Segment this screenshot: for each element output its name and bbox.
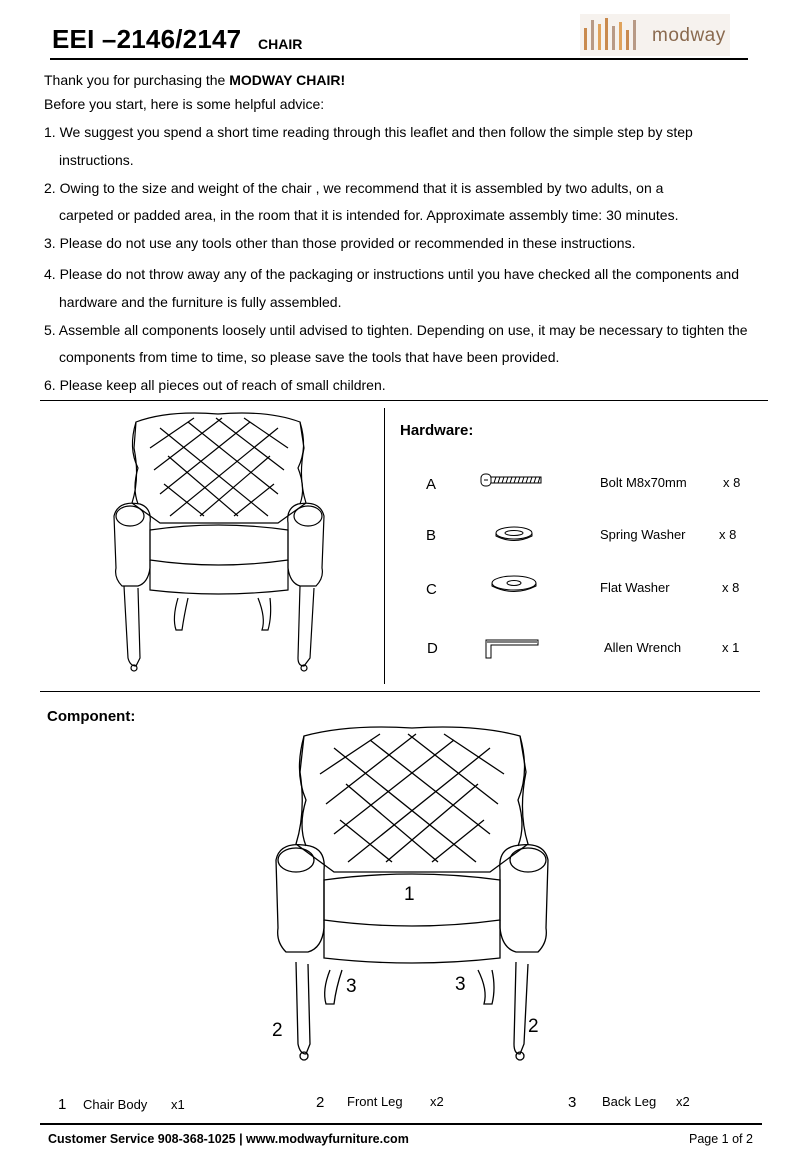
component-qty-2: x2 bbox=[430, 1094, 444, 1109]
brand-name: modway bbox=[652, 25, 726, 46]
customer-service-line: Customer Service 908-368-1025 | www.modwayfurniture.com bbox=[48, 1132, 409, 1146]
hardware-name-c: Flat Washer bbox=[600, 580, 670, 595]
advice-line-1-cont: instructions. bbox=[59, 152, 134, 168]
callout-front-leg-left: 2 bbox=[272, 1020, 283, 1041]
hardware-letter-d: D bbox=[427, 640, 438, 657]
advice-line-5-cont: components from time to time, so please save the tools that have been provided. bbox=[59, 349, 560, 365]
advice-line-3: 3. Please do not use any tools other than those provided or recommended in these instructions. bbox=[44, 235, 636, 251]
component-num-3: 3 bbox=[568, 1094, 577, 1111]
document-model-number: EEI –2146/2147 bbox=[52, 24, 242, 54]
advice-line-2: 2. Owing to the size and weight of the chair , we recommend that it is assembled by two adults, on a bbox=[44, 180, 664, 196]
hardware-divider bbox=[384, 408, 385, 684]
advice-line-1: 1. We suggest you spend a short time reading through this leaflet and then follow the simple step by step bbox=[44, 124, 693, 140]
document-product-name: CHAIR bbox=[258, 36, 303, 52]
thanks-product: MODWAY CHAIR! bbox=[229, 72, 346, 88]
component-label-1: Chair Body bbox=[83, 1097, 148, 1112]
hardware-bottom-rule bbox=[40, 691, 760, 692]
component-label-2: Front Leg bbox=[347, 1094, 403, 1109]
callout-front-leg-right: 2 bbox=[528, 1016, 539, 1037]
component-title: Component: bbox=[47, 708, 136, 725]
hardware-qty-a: x 8 bbox=[723, 475, 741, 490]
component-num-2: 2 bbox=[316, 1094, 325, 1111]
thanks-prefix: Thank you for purchasing the bbox=[44, 72, 230, 88]
component-qty-3: x2 bbox=[676, 1094, 690, 1109]
advice-heading: Before you start, here is some helpful advice: bbox=[44, 96, 325, 112]
header-rule bbox=[50, 58, 748, 60]
hardware-qty-d: x 1 bbox=[722, 640, 740, 655]
bolt-icon bbox=[480, 472, 542, 488]
hardware-letter-c: C bbox=[426, 581, 437, 598]
hardware-title: Hardware: bbox=[400, 422, 474, 439]
assembled-chair-drawing bbox=[108, 408, 330, 673]
hardware-qty-b: x 8 bbox=[719, 527, 737, 542]
hardware-name-b: Spring Washer bbox=[600, 527, 686, 542]
advice-line-5: 5. Assemble all components loosely until advised to tighten. Depending on use, it may be necessary to tighten the bbox=[44, 322, 748, 338]
callout-back-leg-left: 3 bbox=[346, 976, 357, 997]
component-num-1: 1 bbox=[58, 1096, 67, 1113]
advice-line-6: 6. Please keep all pieces out of reach of small children. bbox=[44, 377, 386, 393]
hardware-top-rule bbox=[40, 400, 768, 401]
component-label-3: Back Leg bbox=[602, 1094, 657, 1109]
advice-line-4: 4. Please do not throw away any of the packaging or instructions until you have checked all the components and bbox=[44, 266, 739, 282]
advice-line-4-cont: hardware and the furniture is fully assembled. bbox=[59, 294, 342, 310]
hardware-letter-b: B bbox=[426, 527, 437, 544]
callout-back-leg-right: 3 bbox=[455, 974, 466, 995]
flat-washer-icon bbox=[490, 574, 538, 594]
hardware-name-a: Bolt M8x70mm bbox=[600, 475, 687, 490]
callout-chair-body: 1 bbox=[404, 884, 415, 905]
hardware-name-d: Allen Wrench bbox=[604, 640, 682, 655]
hardware-qty-c: x 8 bbox=[722, 580, 740, 595]
thanks-line bbox=[44, 72, 345, 88]
component-qty-1: x1 bbox=[171, 1097, 185, 1112]
allen-wrench-icon bbox=[484, 636, 540, 662]
advice-line-2-cont: carpeted or padded area, in the room that it is intended for. Approximate assembly time: 30 minutes. bbox=[59, 207, 679, 223]
page-number: Page 1 of 2 bbox=[689, 1132, 753, 1146]
footer-rule bbox=[40, 1123, 762, 1125]
spring-washer-icon bbox=[494, 525, 534, 543]
hardware-letter-a: A bbox=[426, 476, 437, 493]
